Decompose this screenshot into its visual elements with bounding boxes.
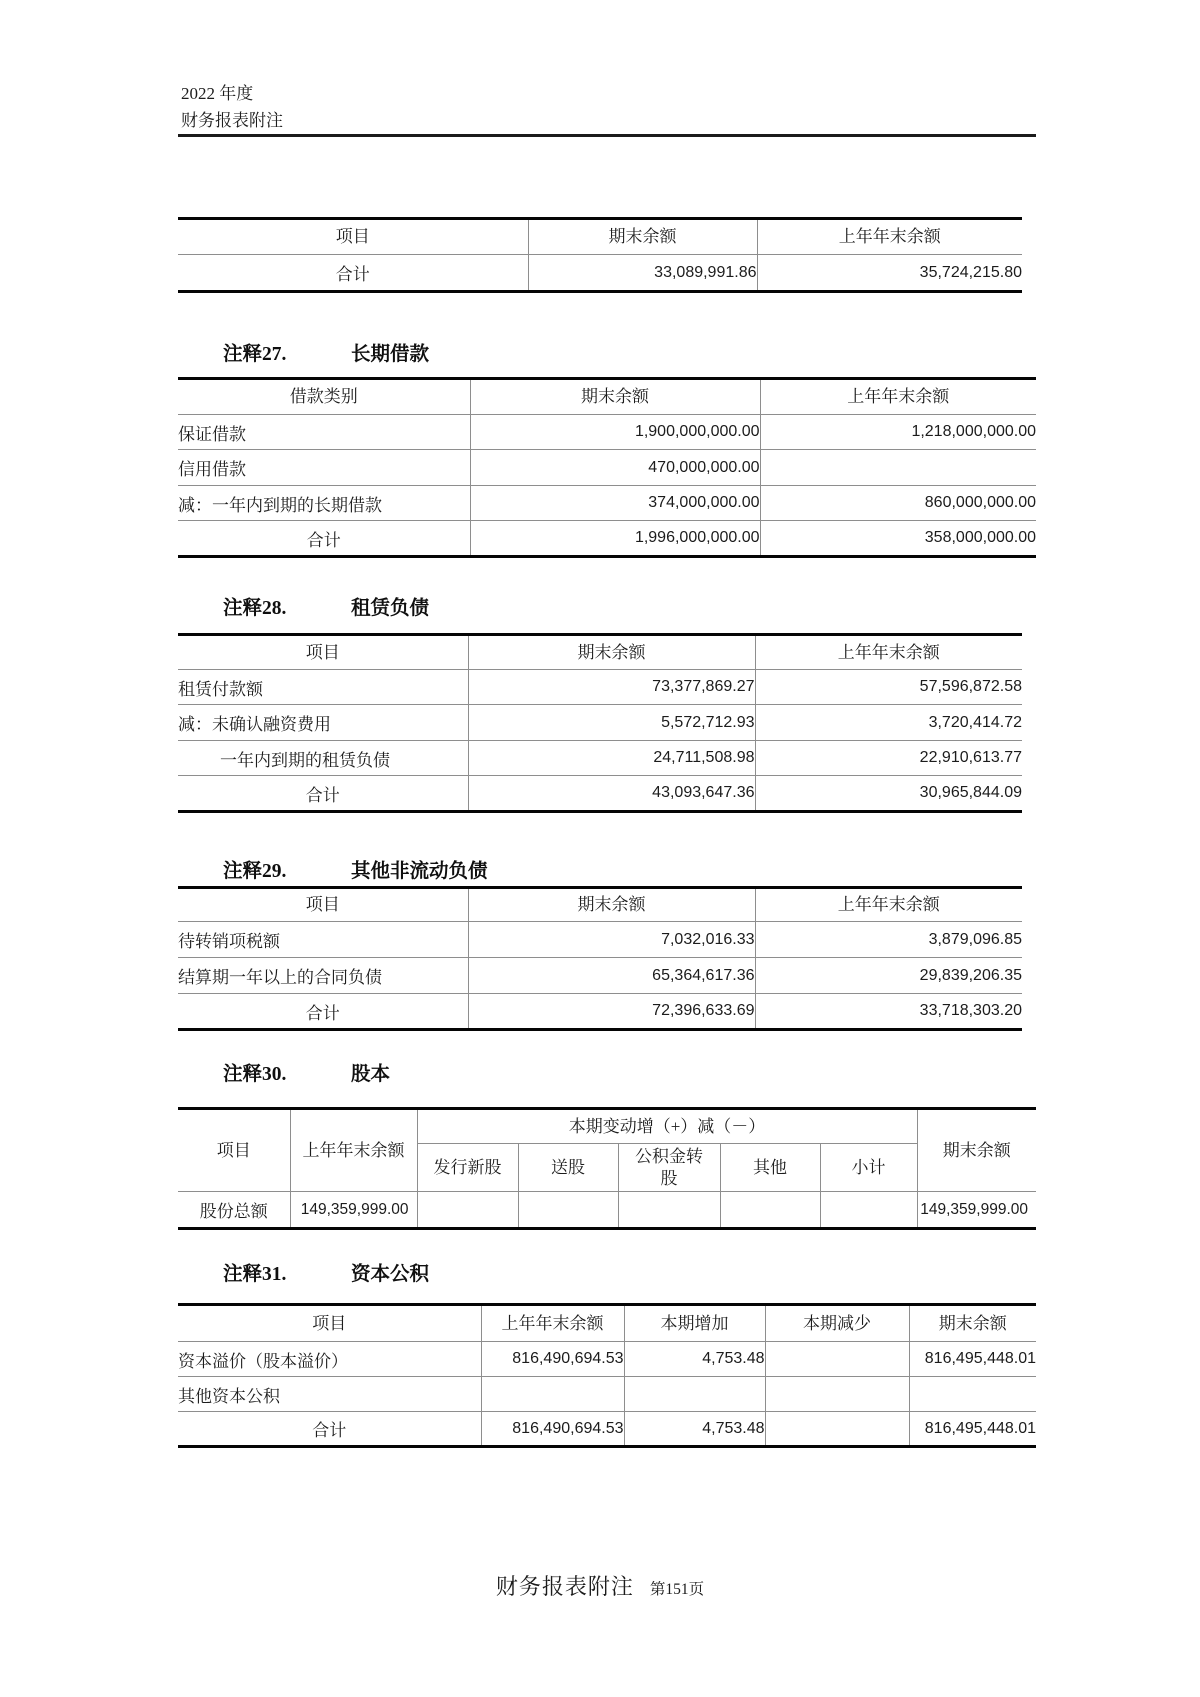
amount-cell: 43,093,647.36 (468, 776, 755, 812)
row-label: 保证借款 (178, 415, 470, 450)
table-row (178, 1192, 1036, 1229)
amount-cell: 358,000,000.00 (760, 521, 1036, 557)
row-label: 结算期一年以上的合同负债 (178, 958, 468, 994)
empty-cell (765, 1342, 909, 1377)
column-header: 本期增加 (624, 1305, 765, 1342)
lease-liabilities-table (178, 633, 1022, 813)
amount-cell: 470,000,000.00 (470, 450, 760, 486)
table-row (178, 705, 1022, 741)
column-header: 送股 (518, 1144, 618, 1192)
note-title: 租赁负债 (351, 598, 430, 619)
empty-cell (765, 1377, 909, 1412)
amount-cell: 73,377,869.27 (468, 670, 755, 705)
row-label: 合计 (178, 776, 468, 812)
column-header: 本期减少 (765, 1305, 909, 1342)
table-total-row (178, 1412, 1036, 1447)
summary-total-table (178, 217, 1022, 293)
amount-cell: 816,490,694.53 (481, 1412, 624, 1447)
table-header-row (178, 635, 1022, 670)
amount-cell: 22,910,613.77 (755, 741, 1022, 776)
empty-cell (760, 450, 1036, 486)
amount-cell: 33,718,303.20 (755, 994, 1022, 1030)
column-header: 期末余额 (470, 379, 760, 415)
amount-cell: 33,089,991.86 (528, 255, 757, 292)
row-label: 减：未确认融资费用 (178, 705, 468, 741)
column-header: 期末余额 (917, 1109, 1036, 1192)
row-label: 合计 (178, 521, 470, 557)
amount-cell: 7,032,016.33 (468, 922, 755, 958)
column-header: 项目 (178, 635, 468, 670)
note-title: 资本公积 (351, 1264, 430, 1285)
table-row (178, 415, 1036, 450)
note-heading-30 (223, 1058, 390, 1086)
column-header: 上年年末余额 (755, 888, 1022, 922)
amount-cell: 3,720,414.72 (755, 705, 1022, 741)
column-header: 借款类别 (178, 379, 470, 415)
table-row (178, 1377, 1036, 1412)
column-header: 上年年末余额 (755, 635, 1022, 670)
amount-cell: 1,218,000,000.00 (760, 415, 1036, 450)
note-number: 注释29. (223, 861, 287, 882)
report-doc-type-label: 财务报表附注 (181, 111, 283, 130)
table-row (178, 922, 1022, 958)
note-number: 注释30. (223, 1064, 287, 1085)
amount-cell: 149,359,999.00 (290, 1192, 417, 1229)
column-header: 发行新股 (417, 1144, 518, 1192)
empty-cell (720, 1192, 820, 1229)
column-header: 上年年末余额 (481, 1305, 624, 1342)
row-label: 信用借款 (178, 450, 470, 486)
column-header: 项目 (178, 1109, 290, 1192)
row-label: 减：一年内到期的长期借款 (178, 486, 470, 521)
row-label: 租赁付款额 (178, 670, 468, 705)
amount-cell: 29,839,206.35 (755, 958, 1022, 994)
page-header (181, 80, 283, 134)
empty-cell (909, 1377, 1036, 1412)
amount-cell: 4,753.48 (624, 1342, 765, 1377)
table-row (178, 450, 1036, 486)
amount-cell: 149,359,999.00 (917, 1192, 1036, 1229)
amount-cell: 374,000,000.00 (470, 486, 760, 521)
row-label: 合计 (178, 994, 468, 1030)
note-heading-27 (223, 338, 429, 366)
table-header-row (178, 888, 1022, 922)
header-divider (178, 134, 1036, 137)
note-heading-28 (223, 592, 429, 620)
empty-cell (518, 1192, 618, 1229)
amount-cell: 816,495,448.01 (909, 1342, 1036, 1377)
amount-cell: 3,879,096.85 (755, 922, 1022, 958)
row-label: 股份总额 (178, 1192, 290, 1229)
amount-cell: 4,753.48 (624, 1412, 765, 1447)
note-title: 长期借款 (351, 344, 430, 365)
column-header: 上年年末余额 (290, 1109, 417, 1192)
row-label: 资本溢价（股本溢价） (178, 1342, 481, 1377)
note-number: 注释31. (223, 1264, 287, 1285)
amount-cell: 816,490,694.53 (481, 1342, 624, 1377)
report-year-label: 2022 年度 (181, 84, 254, 103)
amount-cell: 24,711,508.98 (468, 741, 755, 776)
table-row (178, 255, 1022, 292)
amount-cell: 30,965,844.09 (755, 776, 1022, 812)
page-number: 第151页 (649, 1581, 705, 1598)
empty-cell (624, 1377, 765, 1412)
long-term-loans-table (178, 377, 1036, 558)
table-total-row (178, 994, 1022, 1030)
table-header-row (178, 1305, 1036, 1342)
share-capital-table (178, 1107, 1036, 1230)
table-row (178, 741, 1022, 776)
capital-reserve-table (178, 1303, 1036, 1448)
empty-cell (417, 1192, 518, 1229)
column-header: 期末余额 (528, 219, 757, 255)
amount-cell: 5,572,712.93 (468, 705, 755, 741)
row-label: 待转销项税额 (178, 922, 468, 958)
table-total-row (178, 776, 1022, 812)
note-heading-31 (223, 1258, 429, 1286)
table-row (178, 670, 1022, 705)
column-header: 上年年末余额 (757, 219, 1022, 255)
table-header-row (178, 219, 1022, 255)
column-header: 上年年末余额 (760, 379, 1036, 415)
column-header: 小计 (820, 1144, 917, 1192)
table-row (178, 1342, 1036, 1377)
table-row (178, 486, 1036, 521)
column-header: 公积金转股 (618, 1144, 720, 1192)
note-number: 注释28. (223, 598, 287, 619)
column-header: 项目 (178, 888, 468, 922)
column-header: 项目 (178, 1305, 481, 1342)
row-label: 一年内到期的租赁负债 (178, 741, 468, 776)
empty-cell (618, 1192, 720, 1229)
page-footer (0, 1570, 1200, 1601)
amount-cell: 35,724,215.80 (757, 255, 1022, 292)
empty-cell (765, 1412, 909, 1447)
amount-cell: 860,000,000.00 (760, 486, 1036, 521)
note-title: 股本 (351, 1064, 391, 1085)
column-header: 期末余额 (468, 635, 755, 670)
other-noncurrent-liabilities-table (178, 886, 1022, 1031)
footer-title: 财务报表附注 (495, 1574, 634, 1599)
column-header: 项目 (178, 219, 528, 255)
column-header: 其他 (720, 1144, 820, 1192)
amount-cell: 1,900,000,000.00 (470, 415, 760, 450)
amount-cell: 57,596,872.58 (755, 670, 1022, 705)
table-header-row (178, 1109, 1036, 1144)
row-label: 其他资本公积 (178, 1377, 481, 1412)
row-label: 合计 (178, 1412, 481, 1447)
amount-cell: 1,996,000,000.00 (470, 521, 760, 557)
row-label: 合计 (178, 255, 528, 292)
note-heading-29 (223, 855, 488, 883)
note-number: 注释27. (223, 344, 287, 365)
column-header: 期末余额 (468, 888, 755, 922)
empty-cell (820, 1192, 917, 1229)
table-header-row (178, 379, 1036, 415)
group-column-header: 本期变动增（+）减（－） (417, 1109, 917, 1144)
note-title: 其他非流动负债 (351, 861, 488, 882)
table-total-row (178, 521, 1036, 557)
amount-cell: 65,364,617.36 (468, 958, 755, 994)
table-row (178, 958, 1022, 994)
amount-cell: 72,396,633.69 (468, 994, 755, 1030)
column-header: 期末余额 (909, 1305, 1036, 1342)
empty-cell (481, 1377, 624, 1412)
amount-cell: 816,495,448.01 (909, 1412, 1036, 1447)
